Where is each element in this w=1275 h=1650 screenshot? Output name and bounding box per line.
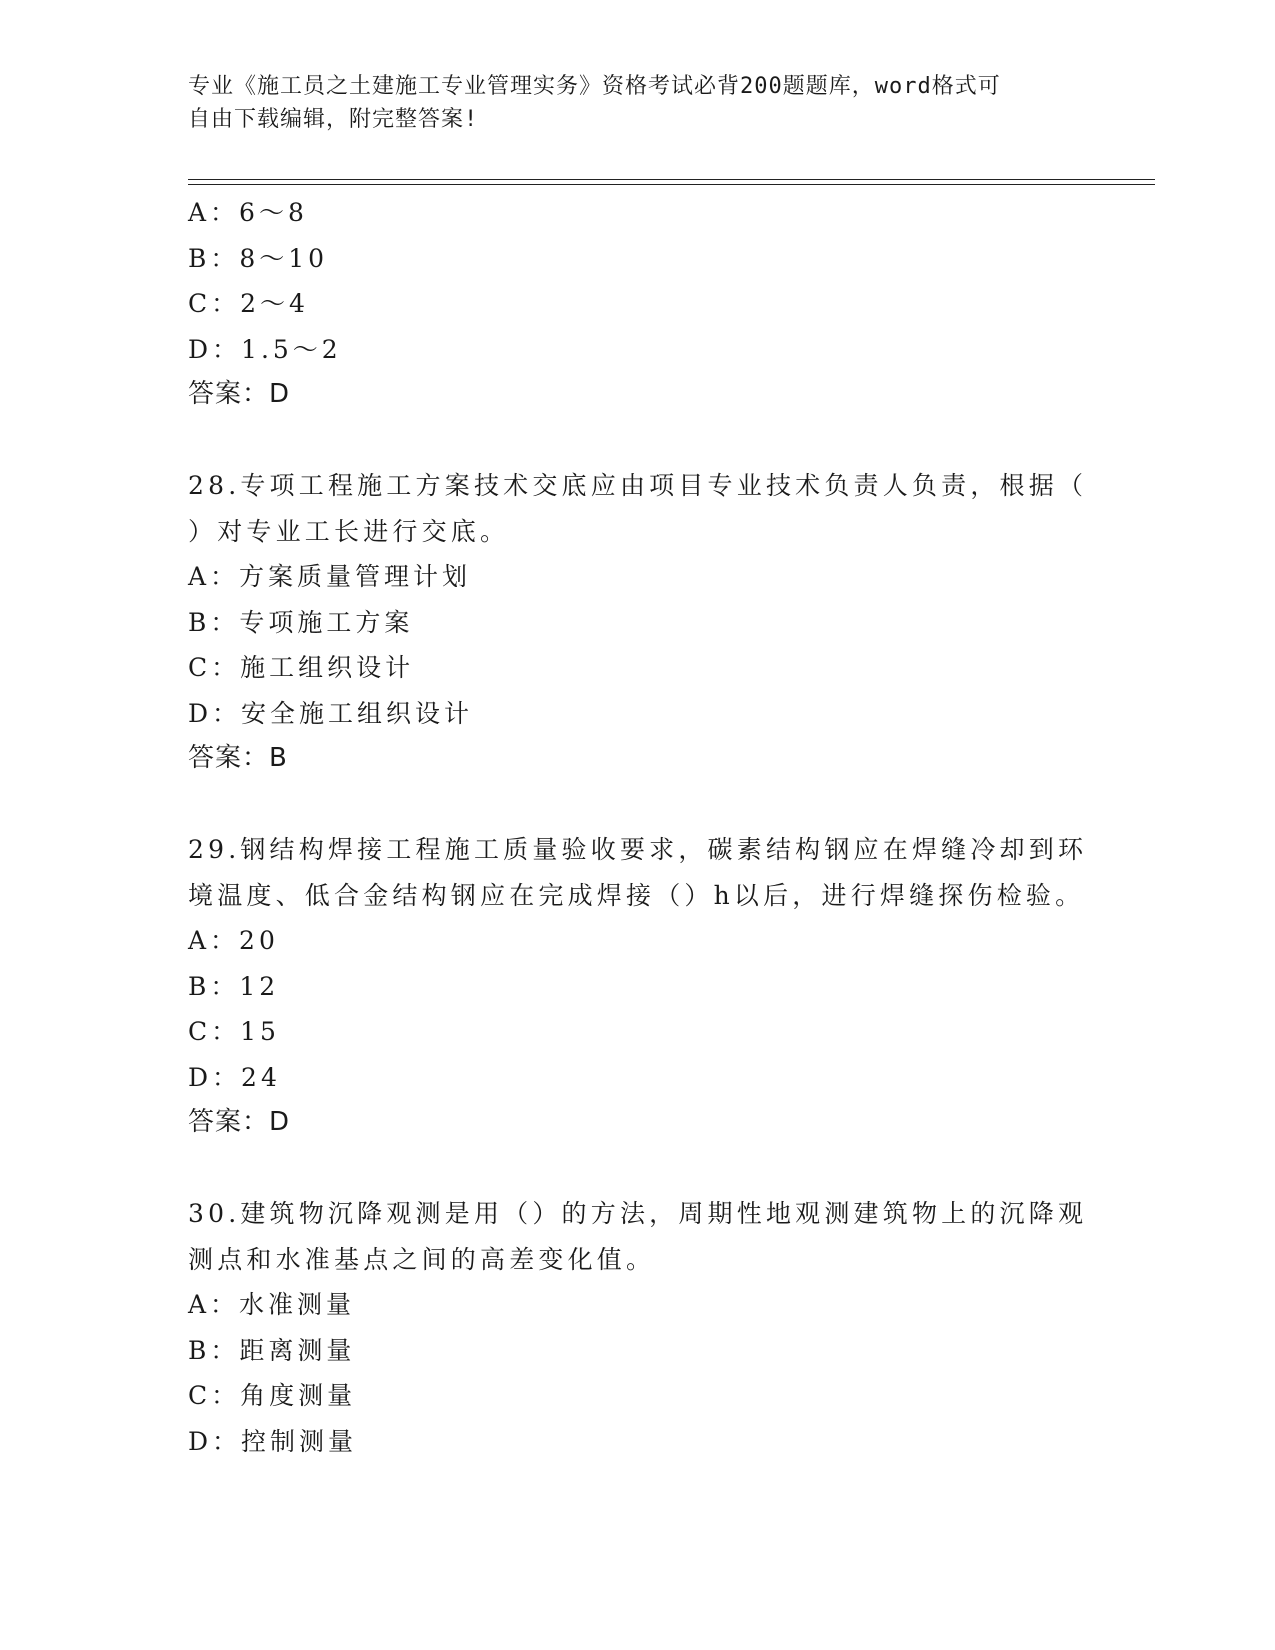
answer: 答案：D [188, 1107, 291, 1137]
option-b: B：专项施工方案 [188, 607, 414, 637]
option-a: A：6～8 [188, 198, 308, 227]
option-c: C：施工组织设计 [188, 653, 415, 682]
option-d: D：控制测量 [188, 1426, 358, 1456]
question-text-line: 29.钢结构焊接工程施工质量验收要求，碳素结构钢应在焊缝冷却到环 [188, 835, 1088, 864]
option-b: B：12 [188, 971, 280, 1001]
question-29 [188, 827, 1088, 1146]
header-divider [188, 179, 1155, 185]
answer: 答案：B [188, 743, 288, 773]
option-a: A：20 [188, 926, 279, 955]
option-c: C：15 [188, 1017, 280, 1046]
question-text-line: 境温度、低合金结构钢应在完成焊接（）h以后，进行焊缝探伤检验。 [188, 880, 1085, 910]
option-d: D：24 [188, 1062, 281, 1092]
question-text [188, 1191, 1088, 1282]
question-text-line: ）对专业工长进行交底。 [188, 516, 510, 546]
option-c: C：角度测量 [188, 1381, 357, 1410]
option-d: D：1.5～2 [188, 334, 342, 364]
question-text-line: 测点和水准基点之间的高差变化值。 [188, 1244, 656, 1274]
question-text-line: 30.建筑物沉降观测是用（）的方法，周期性地观测建筑物上的沉降观 [188, 1199, 1088, 1228]
option-a: A：水准测量 [188, 1290, 356, 1319]
option-b: B：距离测量 [188, 1335, 356, 1365]
question-30 [188, 1191, 1088, 1464]
option-a: A：方案质量管理计划 [188, 562, 472, 591]
document-body [188, 190, 1088, 1464]
answer: 答案：D [188, 379, 291, 409]
spacer [188, 418, 1088, 464]
question-28 [188, 463, 1088, 782]
option-b: B：8～10 [188, 243, 329, 273]
header-line-2: 自由下载编辑，附完整答案! [188, 107, 479, 132]
spacer [188, 782, 1088, 828]
question-text-line: 28.专项工程施工方案技术交底应由项目专业技术负责人负责，根据（ [188, 471, 1088, 500]
question-text [188, 827, 1088, 918]
header-line-1: 专业《施工员之土建施工专业管理实务》资格考试必背200题题库，word格式可 [188, 74, 1001, 99]
option-c: C：2～4 [188, 289, 309, 318]
question-27-continued [188, 190, 1088, 418]
question-text [188, 463, 1088, 554]
option-d: D：安全施工组织设计 [188, 698, 474, 728]
page-header [188, 70, 1068, 136]
spacer [188, 1146, 1088, 1192]
